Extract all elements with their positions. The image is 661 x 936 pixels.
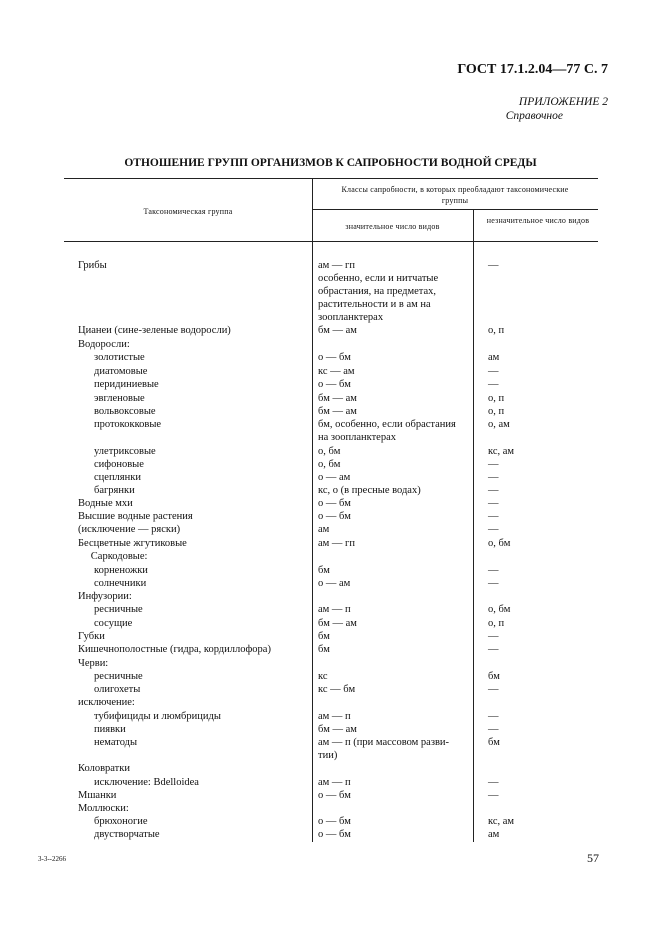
taxon-cell: пиявки [94,724,126,735]
print-code: 3-3--2266 [38,855,66,863]
major-class-cell: кс — бм [318,684,356,695]
minor-class-cell: кс, ам [488,816,515,827]
minor-class-cell: — [488,366,499,377]
minor-class-cell: — [488,777,499,788]
table-row [0,351,661,364]
table-row [0,736,661,749]
minor-class-cell: о, ам [488,419,510,430]
minor-class-cell: кс, ам [488,446,515,457]
major-class-cell: ам [318,524,330,535]
header-sub-rule [312,209,598,210]
taxon-cell: улетриксовые [94,446,156,457]
table-row [0,657,661,670]
taxon-cell: корненожки [94,565,148,576]
major-class-cell: растительности и в ам на [318,299,431,310]
major-class-cell: о — ам [318,472,351,483]
table-row [0,762,661,775]
taxon-cell: золотистые [94,352,145,363]
major-class-cell: о — бм [318,498,351,509]
major-class-cell: на зоопланктерах [318,432,397,443]
table-row [0,431,661,444]
table-row [0,418,661,431]
major-class-cell: бм — ам [318,618,357,629]
table-row [0,392,661,405]
minor-class-cell: — [488,565,499,576]
major-class-cell: ам — гп [318,260,355,271]
taxon-cell: нематоды [94,737,138,748]
taxon-cell: перидиниевые [94,379,159,390]
taxon-cell: солнечники [94,578,147,589]
taxon-cell: Моллюски: [78,803,129,814]
major-class-cell: обрастания, на предметах, [318,286,437,297]
taxon-cell: протококковые [94,419,162,430]
minor-class-cell: о, п [488,393,505,404]
header-bottom-rule [64,241,598,242]
table-row [0,789,661,802]
minor-class-cell: бм [488,737,500,748]
major-class-cell: бм — ам [318,325,357,336]
minor-class-cell: о, бм [488,604,511,615]
table-row [0,815,661,828]
minor-class-cell: — [488,644,499,655]
major-class-cell: ам — п [318,604,351,615]
major-class-cell: бм — ам [318,724,357,735]
taxon-cell: Инфузории: [78,591,132,602]
table-row [0,484,661,497]
table-row [0,298,661,311]
table-row [0,338,661,351]
taxon-cell: Кишечнополостные (гидра, кордиллофора) [78,644,271,655]
table-row [0,710,661,723]
minor-class-cell: — [488,511,499,522]
taxon-cell: Водоросли: [78,339,130,350]
table-row [0,828,661,841]
taxon-cell: Саркодовые: [90,551,148,562]
table-row [0,497,661,510]
table-row [0,537,661,550]
reference-label: Справочное [505,110,563,122]
minor-class-cell: — [488,711,499,722]
table-row [0,630,661,643]
major-class-cell: особенно, если и нитчатые [318,273,439,284]
minor-class-cell: — [488,260,499,271]
table-row [0,324,661,337]
taxon-cell: диатомовые [94,366,148,377]
minor-class-cell: ам [488,352,500,363]
document-code: ГОСТ 17.1.2.04—77 С. 7 [457,62,608,77]
table-row [0,749,661,762]
table-row [0,577,661,590]
minor-class-cell: — [488,459,499,470]
table-row [0,564,661,577]
table-row [0,683,661,696]
taxon-cell: Черви: [78,658,109,669]
table-row [0,550,661,563]
table-row [0,445,661,458]
table-row [0,311,661,324]
major-class-cell: бм, особенно, если обрастания [318,419,456,430]
major-class-cell: о — бм [318,379,351,390]
taxon-cell: багрянки [94,485,135,496]
table-row [0,802,661,815]
appendix-label: ПРИЛОЖЕНИЕ 2 [518,96,608,108]
major-class-cell: ам — гп [318,538,355,549]
minor-class-cell: — [488,379,499,390]
table-top-rule [64,178,598,179]
taxon-cell: (исключение — ряски) [78,524,181,535]
minor-class-cell: бм [488,671,500,682]
major-class-cell: о, бм [318,446,341,457]
taxon-cell: Бесцветные жгутиковые [78,538,187,549]
taxon-cell: ресничные [94,671,143,682]
taxon-cell: сифоновые [94,459,144,470]
taxon-cell: ресничные [94,604,143,615]
table-row [0,378,661,391]
minor-class-cell: о, п [488,325,505,336]
table-title: ОТНОШЕНИЕ ГРУПП ОРГАНИЗМОВ К САПРОБНОСТИ ВОДНОЙ СРЕДЫ [124,157,537,169]
major-class-cell: о — бм [318,790,351,801]
table-row [0,471,661,484]
minor-class-cell: ам [488,829,500,840]
table-row [0,643,661,656]
taxon-cell: брюхоногие [94,816,148,827]
major-class-cell: о — бм [318,511,351,522]
header-taxon: Таксономическая группа [143,207,233,216]
header-major: значительное число видов [345,222,440,231]
taxon-cell: вольвоксовые [94,406,156,417]
major-class-cell: бм [318,565,330,576]
major-class-cell: зоопланктерах [318,312,384,323]
major-class-cell: тии) [318,750,338,761]
taxon-cell: Цианеи (сине-зеленые водоросли) [78,325,231,336]
taxon-cell: Губки [78,631,105,642]
header-minor: незначительное число видов [486,216,590,225]
table-row [0,523,661,536]
taxon-cell: эвгленовые [94,393,145,404]
taxon-cell: олигохеты [94,684,141,695]
minor-class-cell: — [488,724,499,735]
header-classes: Классы сапробности, в которых преобладают таксономические группы [341,185,569,205]
taxon-cell: Коловратки [78,763,130,774]
taxon-cell: Мшанки [78,790,117,801]
table-row [0,405,661,418]
table-row [0,590,661,603]
page-number: 57 [587,851,599,865]
minor-class-cell: — [488,578,499,589]
major-class-cell: кс [318,671,328,682]
taxon-cell: сосущие [94,618,133,629]
taxon-cell: исключение: Bdelloidea [94,777,199,788]
table-row [0,617,661,630]
taxon-cell: Грибы [78,260,107,271]
major-class-cell: бм — ам [318,406,357,417]
major-class-cell: кс, о (в пресные водах) [318,485,421,496]
table-row [0,603,661,616]
minor-class-cell: о, п [488,618,505,629]
major-class-cell: о — бм [318,829,351,840]
table-row [0,259,661,272]
taxon-cell: тубифициды и люмбрициды [94,711,221,722]
table-row [0,696,661,709]
taxon-cell: Водные мхи [78,498,133,509]
minor-class-cell: — [488,684,499,695]
major-class-cell: ам — п (при массовом разви- [318,737,450,748]
major-class-cell: бм [318,631,330,642]
table-row [0,723,661,736]
table-row [0,776,661,789]
taxon-cell: Высшие водные растения [78,511,193,522]
minor-class-cell: — [488,631,499,642]
minor-class-cell: — [488,472,499,483]
taxon-cell: исключение: [78,697,135,708]
minor-class-cell: о, п [488,406,505,417]
major-class-cell: о — бм [318,352,351,363]
major-class-cell: ам — п [318,777,351,788]
table-row [0,285,661,298]
minor-class-cell: — [488,498,499,509]
minor-class-cell: о, бм [488,538,511,549]
taxon-cell: двустворчатые [94,829,160,840]
minor-class-cell: — [488,485,499,496]
major-class-cell: ам — п [318,711,351,722]
major-class-cell: бм [318,644,330,655]
minor-class-cell: — [488,524,499,535]
major-class-cell: кс — ам [318,366,355,377]
table-row [0,510,661,523]
major-class-cell: о — бм [318,816,351,827]
minor-class-cell: — [488,790,499,801]
table-row [0,458,661,471]
major-class-cell: о, бм [318,459,341,470]
major-class-cell: бм — ам [318,393,357,404]
table-row [0,365,661,378]
major-class-cell: о — ам [318,578,351,589]
table-row [0,272,661,285]
taxon-cell: сцеплянки [94,472,141,483]
table-row [0,670,661,683]
